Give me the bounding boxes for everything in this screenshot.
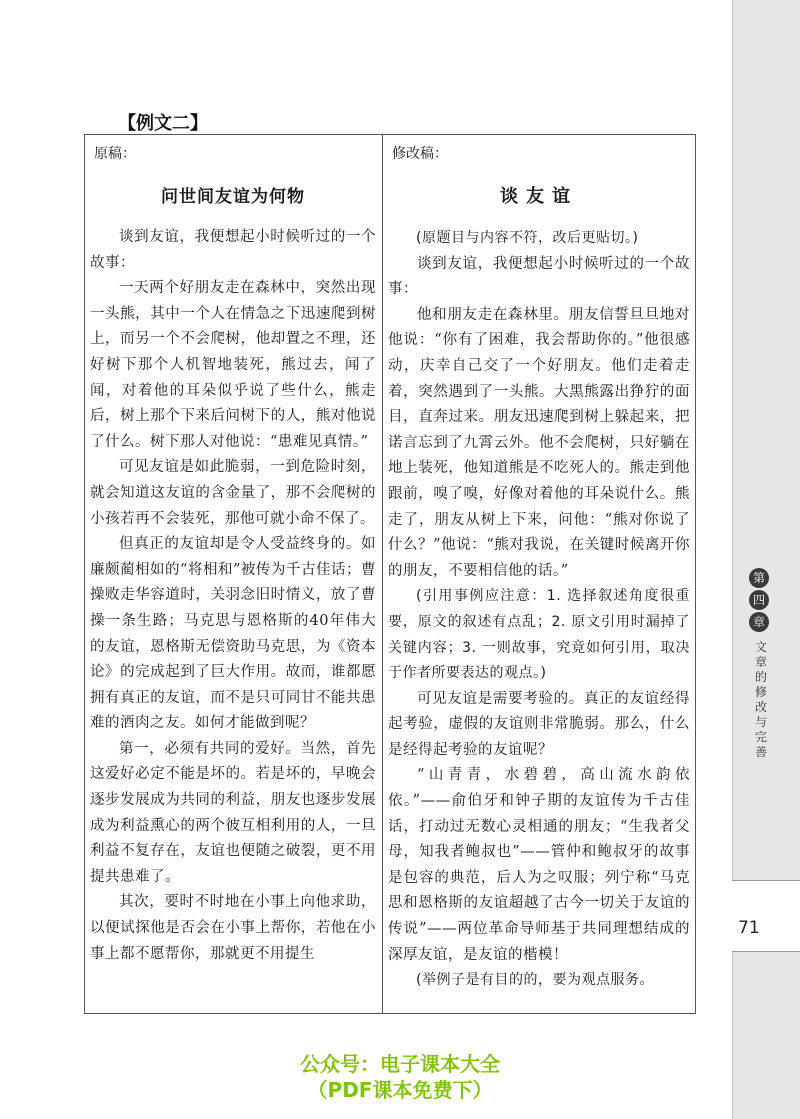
page-number: 71 [738, 918, 760, 938]
revised-paragraph: “山青青，水碧碧，高山流水韵依依。”——俞伯牙和钟子期的友谊传为千古佳话，打动过无数心灵相通的朋友；“生我者父母，知我者鲍叔也”——管仲和鲍叔牙的故事是包容的典范，后人为之叹服；列宁称“马克思和恩格斯的友谊超越了古今一切关于友谊的传说”——两位革命导师基于共同理想结成的深厚友谊，是友谊的楷模！ [388, 767, 690, 963]
revision-note: (引用事例应注意：1. 选择叙述角度很重要，原文的叙述有点乱；2. 原文引用时漏掉了关键内容；3. 一则故事，究竟如何引用，取决于作者所要表达的观点。) [388, 588, 690, 682]
chapter-title-char: 章 [754, 655, 767, 669]
revised-draft-label: 修改稿： [392, 146, 448, 162]
column-divider [382, 134, 383, 1013]
revised-paragraph: 可见友谊是需要考验的。真正的友谊经得起考验，虚假的友谊则非常脆弱。那么，什么是经得起考验的友谊呢？ [388, 690, 690, 758]
chapter-title-char: 修 [754, 685, 767, 699]
chapter-title-char: 完 [754, 730, 767, 744]
original-paragraph: 第一，必须有共同的爱好。当然，首先这爱好必定不能是坏的。若是坏的，早晚会逐步发展成为共同的利益，朋友也逐步发展成为利益熏心的两个彼互相利用的人，一旦利益不复存在，友谊也便随之破裂，更不用提共患难了。 [90, 740, 376, 885]
revised-paragraph: 他和朋友走在森林里。朋友信誓旦旦地对他说：“你有了困难，我会帮助你的。”他很感动，庆幸自己交了一个好朋友。他们走着走着，突然遇到了一头熊。大黑熊露出狰狞的面目，直奔过来。朋友迅速爬到树上躲起来，把诺言忘到了九霄云外。他不会爬树，只好躺在地上装死，他知道熊是不吃死人的。熊走到他跟前，嗅了嗅，好像对着他的耳朵说什么。熊走了，朋友从树上下来，问他：“熊对你说了什么？”他说：“熊对我说，在关键时候离开你的朋友，不要相信他的话。” [388, 306, 690, 579]
chapter-badge-char: 第 [749, 568, 769, 588]
watermark-footer-line2: （PDF课本免费下） [307, 1078, 493, 1102]
revision-note: (原题目与内容不符，改后更贴切。) [416, 230, 639, 246]
chapter-title-char: 的 [754, 670, 767, 684]
chapter-title-char: 文 [754, 640, 767, 654]
revised-draft-column [388, 140, 690, 1010]
original-draft-title: 问世间友谊为何物 [161, 187, 305, 207]
revision-note: (举例子是有目的的，要为观点服务。 [416, 972, 654, 989]
page-number-box [732, 880, 800, 952]
revised-paragraph: 谈到友谊，我便想起小时候听过的一个故事： [388, 255, 690, 298]
original-paragraph: 一天两个好朋友走在森林中，突然出现一头熊，其中一个人在情急之下迅速爬到树上，而另一个不会爬树，他却置之不理，还好树下那个人机智地装死，熊过去，闻了闻，对着他的耳朵似乎说了些什么，熊走后，树上那个下来后问树下的人，熊对他说了什么。树下那人对他说：“患难见真情。” [90, 280, 376, 450]
chapter-title-char: 改 [754, 700, 767, 714]
original-draft-label: 原稿： [94, 146, 136, 162]
chapter-title-vertical [754, 640, 768, 760]
chapter-title-char: 与 [754, 715, 767, 729]
chapter-badge-char: 章 [749, 612, 769, 632]
chapter-badge [748, 568, 770, 632]
original-paragraph: 其次，要时不时地在小事上向他求助，以便试探他是否会在小事上帮你，若他在小事上都不愿帮你，那就更不用提生 [90, 894, 376, 962]
original-paragraph: 但真正的友谊却是令人受益终身的。如廉颇蔺相如的“将相和”被传为千古佳话；曹操败走华容道时，关羽念旧时情义，放了曹操一条生路；马克思与恩格斯的40年伟大的友谊，恩格斯无偿资助马克思，为《资本论》的完成起到了巨大作用。故而，谁都愿拥有真正的友谊，而不是只可同甘不能共患难的酒肉之友。如何才能做到呢？ [90, 536, 376, 732]
original-paragraph: 可见友谊是如此脆弱，一到危险时刻，就会知道这友谊的含金量了，那不会爬树的小孩若再不会装死，那他可就小命不保了。 [90, 459, 376, 527]
chapter-title-char: 善 [754, 745, 767, 759]
original-draft-column [90, 140, 376, 1010]
example-heading: 【例文二】 [118, 113, 208, 134]
chapter-badge-char: 四 [749, 590, 769, 610]
revised-draft-title: 谈友谊 [500, 186, 578, 207]
original-paragraph: 谈到友谊，我便想起小时候听过的一个故事： [90, 229, 376, 271]
watermark-footer-line1: 公众号：电子课本大全 [300, 1052, 500, 1076]
